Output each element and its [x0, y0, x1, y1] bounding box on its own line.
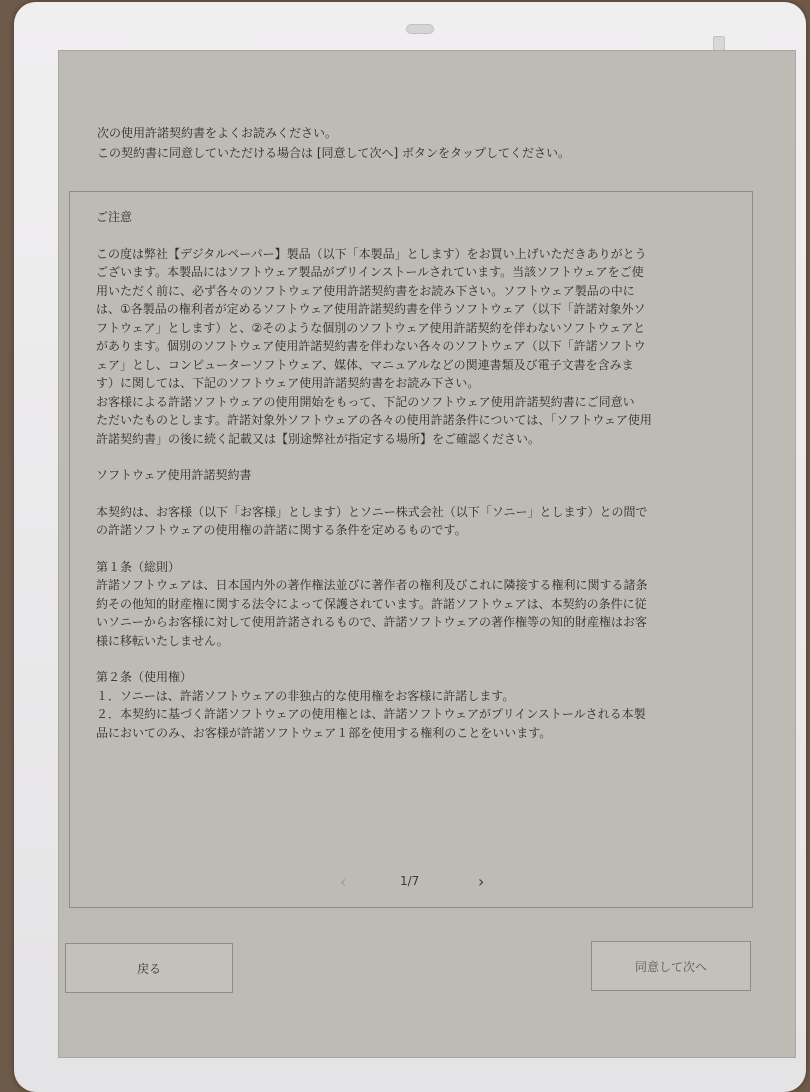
- agreement-paragraph: [96, 503, 728, 540]
- article1-line: 約その他知的財産権に関する法令によって保護されています。許諾ソフトウェアは、本契約の条件に従: [96, 596, 647, 611]
- article1-paragraph: [96, 576, 728, 650]
- article2-heading: 第２条（使用権）: [96, 670, 193, 684]
- notice-line: は、①各製品の権利者が定めるソフトウェア使用許諾契約書を伴うソフトウェア（以下「許諾対象外ソ: [96, 302, 646, 316]
- license-document-body: [96, 208, 728, 760]
- notice-line: この度は弊社【デジタルペーパー】製品（以下「本製品」とします）をお買い上げいただきありがとう: [96, 246, 647, 261]
- next-page-chevron-icon[interactable]: ›: [478, 872, 485, 891]
- notice-line: ェア」とし、コンピューターソフトウェア、媒体、マニュアルなどの関連書類及び電子文書を含みま: [96, 357, 634, 372]
- article1-line: 許諾ソフトウェアは、日本国内外の著作権法並びに著作者の権利及びこれに隣接する権利に関する諸条: [96, 578, 648, 592]
- notice-line: お客様による許諾ソフトウェアの使用開始をもって、下記のソフトウェア使用許諾契約書にご同意い: [96, 394, 635, 409]
- article2-paragraph: [96, 687, 728, 743]
- article2-line: 品においてのみ、お客様が許諾ソフトウェア１部を使用する権利のことをいいます。: [96, 725, 552, 740]
- notice-line: があります。個別のソフトウェア使用許諾契約書を伴わない各々のソフトウェア（以下「許諾ソフトウ: [96, 339, 646, 353]
- device-indicator-slot: [406, 24, 434, 34]
- notice-line: ただいたものとします。許諾対象外ソフトウェアの各々の使用許諾条件については、「ソフトウェア使用: [96, 413, 652, 427]
- page-indicator: 1/7: [400, 874, 420, 888]
- back-button[interactable]: 戻る: [65, 943, 233, 993]
- agreement-heading: ソフトウェア使用許諾契約書: [96, 468, 252, 482]
- notice-line: す）に関しては、下記のソフトウェア使用許諾契約書をお読み下さい。: [96, 376, 480, 390]
- notice-line: 許諾契約書」の後に続く記載又は【別途弊社が指定する場所】をご確認ください。: [96, 431, 541, 446]
- agreement-line: 本契約は、お客様（以下「お客様」とします）とソニー株式会社（以下「ソニー」とします）との間で: [96, 504, 648, 519]
- article1-line: いソニーからお客様に対して使用許諾されるもので、許諾ソフトウェアの著作権等の知的財産権はお客: [96, 615, 648, 629]
- instructions: [97, 123, 777, 163]
- license-document-frame[interactable]: [69, 191, 753, 908]
- agreement-line: の許諾ソフトウェアの使用権の許諾に関する条件を定めるものです。: [96, 523, 467, 537]
- e-paper-device: [14, 2, 806, 1092]
- notice-heading: ご注意: [96, 210, 133, 224]
- notice-line: フトウェア」とします）と、②そのような個別のソフトウェア使用許諾契約を伴わないソフトウェアと: [96, 320, 646, 335]
- article2-line: ２．本契約に基づく許諾ソフトウェアの使用権とは、許諾ソフトウェアがプリインストールされる本製: [96, 707, 646, 721]
- notice-line: 用いただく前に、必ず各々のソフトウェア使用許諾契約書をお読み下さい。ソフトウェア製品の中に: [96, 283, 635, 298]
- instruction-line-1: 次の使用許諾契約書をよくお読みください。: [97, 126, 338, 140]
- previous-page-chevron-icon[interactable]: ‹: [340, 872, 347, 891]
- pagination: [70, 872, 752, 896]
- notice-line: ございます。本製品にはソフトウェア製品がプリインストールされています。当該ソフトウェアをご使: [96, 265, 644, 279]
- article1-line: 様に移転いたしません。: [96, 633, 229, 648]
- article1-heading: 第１条（総則）: [96, 559, 181, 574]
- agree-and-next-button[interactable]: 同意して次へ: [591, 941, 751, 991]
- screen: [58, 50, 796, 1058]
- instruction-line-2: この契約書に同意していただける場合は [同意して次へ] ボタンをタップしてください。: [97, 146, 570, 160]
- article2-line: １．ソニーは、許諾ソフトウェアの非独占的な使用権をお客様に許諾します。: [96, 688, 515, 703]
- notice-paragraph: [96, 245, 728, 449]
